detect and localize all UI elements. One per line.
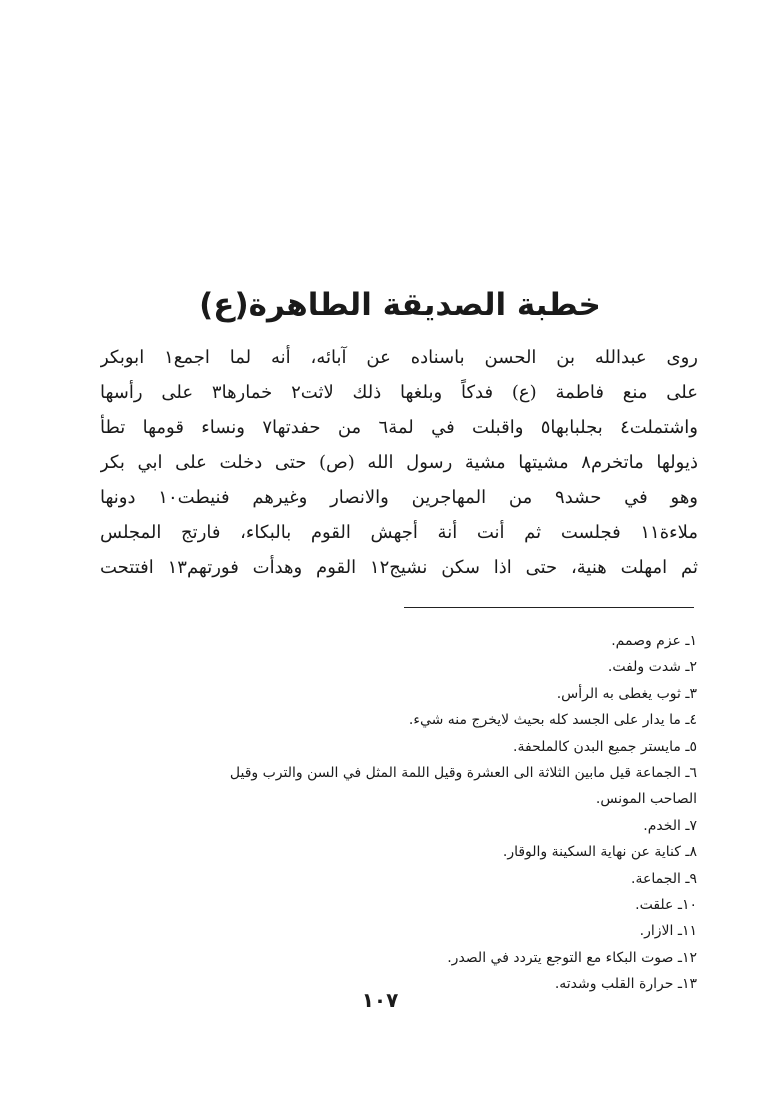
footnote-item: ١٢ـ صوت البكاء مع التوجع يتردد في الصدر.: [447, 949, 697, 966]
page-number: ١٠٧: [361, 988, 399, 1012]
footnote-item: ٩ـ الجماعة.: [631, 870, 697, 887]
footnote-item: ٢ـ شدت ولفت.: [607, 659, 697, 676]
footnote-item: ١١ـ الازار.: [639, 923, 697, 940]
body-line: ملاءة١١ فجلست ثم أنت أنة أجهش القوم بالبكاء، فارتج المجلس: [100, 522, 698, 543]
body-line: على منع فاطمة (ع) فدكاً وبلغها ذلك لاثت٢ خمارها٣ على رأسها: [100, 382, 698, 403]
body-text: [100, 340, 698, 585]
footnote-item: ٨ـ كناية عن نهاية السكينة والوقار.: [502, 844, 697, 861]
footnote-item: ٣ـ ثوب يغطى به الرأس.: [556, 685, 697, 702]
footnote-item: ١٣ـ حرارة القلب وشدته.: [554, 976, 697, 993]
footnote-item: ٧ـ الخدم.: [643, 817, 697, 834]
footnote-item: ١٠ـ علقت.: [635, 896, 697, 913]
body-line: ذيولها ماتخرم٨ مشيتها مشية رسول الله (ص) حتى دخلت على ابي بكر: [100, 452, 698, 473]
footnote-item: ٥ـ مايستر جميع البدن كالملحفة.: [513, 738, 697, 755]
body-line: وهو في حشد٩ من المهاجرين والانصار وغيرهم فنيطت١٠ دونها: [100, 487, 698, 508]
footnote-item: ١ـ عزم وصمم.: [611, 633, 697, 649]
footnote-divider: [404, 607, 694, 608]
footnote-item: ٦ـ الجماعة قيل مابين الثلاثة الى العشرة وقيل اللمة المثل في السن والترب وقيل: [229, 764, 697, 781]
body-line: واشتملت٤ بجلبابها٥ واقبلت في لمة٦ من حفدتها٧ ونساء قومها تطأ: [100, 417, 698, 438]
body-line: ثم امهلت هنية، حتى اذا سكن نشيج١٢ القوم وهدأت فورتهم١٣ افتتحت: [100, 557, 698, 578]
footnotes: [90, 628, 697, 997]
page-title: خطبة الصديقة الطاهرة(ع): [199, 287, 601, 323]
body-line: روى عبدالله بن الحسن باسناده عن آبائه، أنه لما اجمع١ ابوبكر: [100, 347, 698, 368]
footnote-continuation: الصاحب المونس.: [595, 791, 697, 808]
footnote-item: ٤ـ ما يدار على الجسد كله بحيث لايخرج منه شيء.: [408, 712, 697, 729]
